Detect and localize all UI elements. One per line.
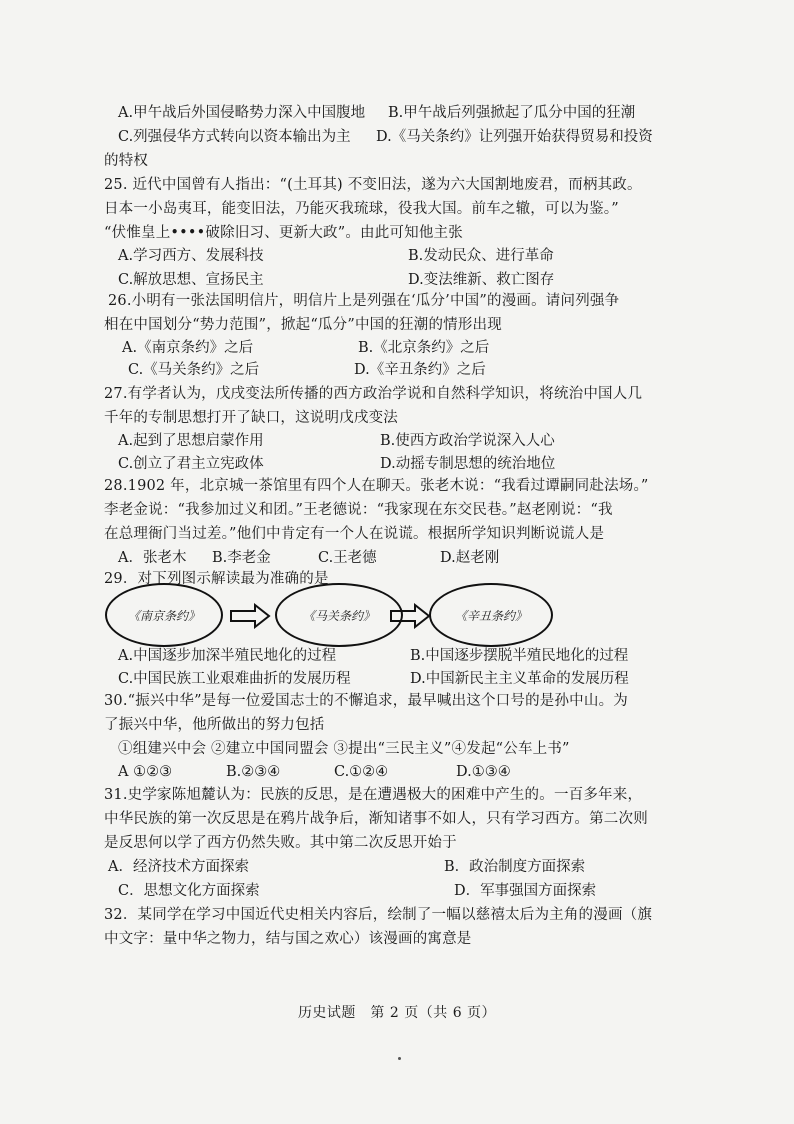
q31-option-b: B．政治制度方面探索 bbox=[444, 859, 586, 875]
q24-option-a: A.甲午战后外国侵略势力深入中国腹地 bbox=[118, 105, 366, 121]
q26-option-b: B.《北京条约》之后 bbox=[358, 340, 490, 356]
q30-option-a: A ①②③ bbox=[118, 764, 173, 780]
q27-option-d: D.动摇专制思想的统治地位 bbox=[380, 456, 556, 472]
q28-stem-line1: 28.1902 年，北京城一茶馆里有四个人在聊天。张老木说：“我看过谭嗣同赴法场。” bbox=[104, 478, 649, 494]
scan-speck bbox=[398, 1057, 401, 1060]
page-footer: 历史试题 第 2 页（共 6 页） bbox=[297, 1005, 497, 1021]
q29-option-d: D.中国新民主主义革命的发展历程 bbox=[410, 671, 629, 687]
q27-stem-line2: 千年的专制思想打开了缺口，这说明戊戌变法 bbox=[104, 410, 398, 426]
q24-option-d: D.《马关条约》让列强开始获得贸易和投资 bbox=[376, 129, 653, 145]
q31-stem-line3: 是反思何以学了西方仍然失败。其中第二次反思开始于 bbox=[104, 835, 457, 851]
treaty-node-maguan: 《马关条约》 bbox=[275, 583, 403, 647]
q28-stem-line2: 李老金说：“我参加过义和团。”王老德说：“我家现在东交民巷。”赵老刚说：“我 bbox=[104, 502, 613, 518]
q28-stem-line3: 在总理衙门当过差。”他们中肯定有一个人在说谎。根据所学知识判断说谎人是 bbox=[104, 526, 605, 542]
q26-stem-line2: 相在中国划分“势力范围”，掀起“瓜分”中国的狂潮的情形出现 bbox=[104, 317, 502, 333]
q25-stem-line3: “伏惟皇上••••破除旧习、更新大政”。由此可知他主张 bbox=[104, 225, 463, 241]
q29-option-c: C.中国民族工业艰难曲折的发展历程 bbox=[118, 671, 351, 687]
q32-stem-line2: 中文字：量中华之物力，结与国之欢心）该漫画的寓意是 bbox=[104, 931, 472, 947]
q26-option-c: C.《马关条约》之后 bbox=[128, 362, 260, 378]
q31-option-c: C．思想文化方面探索 bbox=[118, 883, 260, 899]
q24-option-b: B.甲午战后列强掀起了瓜分中国的狂潮 bbox=[388, 105, 636, 121]
q27-option-c: C.创立了君主立宪政体 bbox=[118, 456, 264, 472]
q31-option-a: A．经济技术方面探索 bbox=[108, 859, 249, 875]
q30-stem-line1: 30.“振兴中华”是每一位爱国志士的不懈追求，最早喊出这个口号的是孙中山。为 bbox=[104, 693, 628, 709]
q25-option-c: C.解放思想、宣扬民主 bbox=[118, 272, 264, 288]
q31-stem-line1: 31.史学家陈旭麓认为：民族的反思，是在遭遇极大的困难中产生的。一百多年来， bbox=[104, 787, 643, 803]
q28-option-a: A．张老木 bbox=[118, 550, 187, 566]
q26-option-a: A.《南京条约》之后 bbox=[122, 340, 254, 356]
q27-stem-line1: 27.有学者认为，戊戌变法所传播的西方政治学说和自然科学知识，将统治中国人几 bbox=[104, 386, 643, 402]
q31-option-d: D．军事强国方面探索 bbox=[454, 883, 597, 899]
q27-option-a: A.起到了思想启蒙作用 bbox=[118, 433, 264, 449]
q25-stem-line2: 日本一小岛夷耳，能变旧法，乃能灭我琉球，役我大国。前车之辙，可以为鉴。” bbox=[104, 201, 619, 217]
q27-option-b: B.使西方政治学说深入人心 bbox=[380, 433, 555, 449]
treaty-node-xinchou: 《辛丑条约》 bbox=[429, 583, 553, 647]
q25-stem-line1: 25. 近代中国曾有人指出：“(土耳其) 不变旧法，遂为六大国割地废君，而柄其政。 bbox=[104, 177, 642, 193]
q28-option-d: D.赵老刚 bbox=[440, 550, 500, 566]
q30-option-c: C.①②④ bbox=[334, 764, 389, 780]
q32-stem-line1: 32．某同学在学习中国近代史相关内容后，绘制了一幅以慈禧太后为主角的漫画（旗 bbox=[104, 907, 653, 923]
q26-option-d: D.《辛丑条约》之后 bbox=[354, 362, 486, 378]
treaty-flow-diagram bbox=[105, 583, 605, 651]
q29-stem: 29．对下列图示解读最为准确的是 bbox=[104, 571, 329, 587]
q31-stem-line2: 中华民族的第一次反思是在鸦片战争后，渐知诸事不如人，只有学习西方。第二次则 bbox=[104, 811, 648, 827]
arrow-right-icon bbox=[389, 603, 431, 629]
q30-option-b: B.②③④ bbox=[226, 764, 281, 780]
q26-stem-line1: 26.小明有一张法国明信片，明信片上是列强在‘瓜分’中国”的漫画。请问列强争 bbox=[108, 293, 620, 309]
q24-option-c: C.列强侵华方式转向以资本输出为主 bbox=[118, 129, 351, 145]
arrow-right-icon bbox=[229, 603, 271, 629]
q28-option-c: C.王老德 bbox=[318, 550, 377, 566]
q25-option-d: D.变法维新、救亡图存 bbox=[408, 272, 555, 288]
q30-option-d: D.①③④ bbox=[456, 764, 511, 780]
q30-stem-line2: 了振兴中华，他所做出的努力包括 bbox=[104, 717, 325, 733]
q25-option-b: B.发动民众、进行革命 bbox=[408, 248, 554, 264]
q30-choices-line: ①组建兴中会 ②建立中国同盟会 ③提出“三民主义”④发起“公车上书” bbox=[118, 741, 570, 757]
q25-option-a: A.学习西方、发展科技 bbox=[118, 248, 264, 264]
q29-option-b: B.中国逐步摆脱半殖民地化的过程 bbox=[410, 648, 629, 664]
q24-option-d-continued: 的特权 bbox=[104, 153, 149, 169]
q28-option-b: B.李老金 bbox=[212, 550, 271, 566]
q29-option-a: A.中国逐步加深半殖民地化的过程 bbox=[118, 648, 337, 664]
treaty-node-nanjing: 《南京条约》 bbox=[105, 583, 223, 647]
